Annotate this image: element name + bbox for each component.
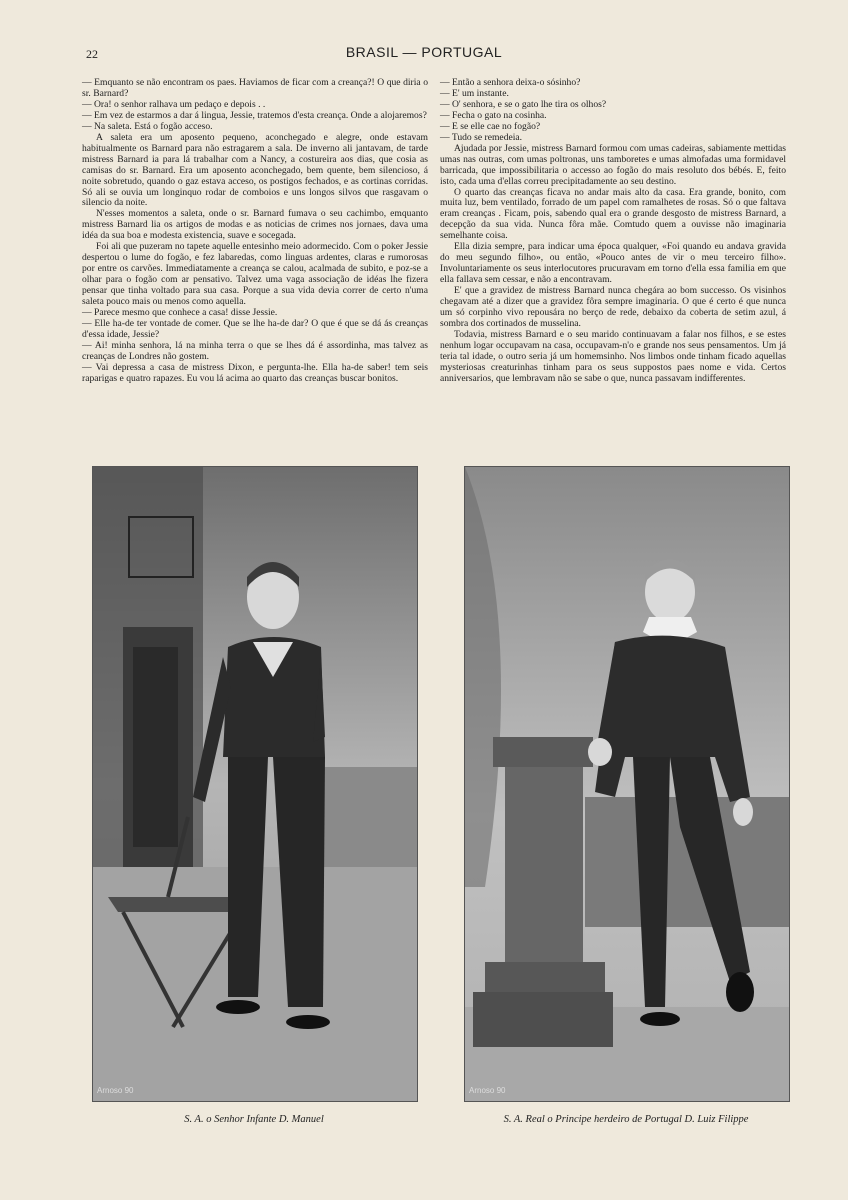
paragraph: N'esses momentos a saleta, onde o sr. Barnard fumava o seu cachimbo, emquanto mistress Barnard lia os artigos de modas e as noticias de crimes nos jornaes, dava uma idéa da sua boa e modesta existencia, suave e socegada. xyxy=(82,208,428,242)
photo-infante-manuel xyxy=(92,466,418,1102)
paragraph: — Emquanto se não encontram os paes. Haviamos de ficar com a creança?! O que diria o sr. Barnard? xyxy=(82,77,428,99)
paragraph: — Elle ha-de ter vontade de comer. Que se lhe ha-de dar? O que é que se dá ás creanças d'essa idade, Jessie? xyxy=(82,317,428,340)
photographer-signature: Arnoso 90 xyxy=(97,1086,134,1095)
paragraph: — Fecha o gato na cosinha. xyxy=(440,109,547,121)
paragraph: Todavia, mistress Barnard e o seu marido continuavam a falar nos filhos, e se estes nenhum logar occupavam na casa, occupavam-n'o e grande nos seus pensamentos. Um já teria tal idade, o outro seria já um homemsinho. Nos limbos onde tinham ficado aquellas mysteriosas creaturinhas tinham para os seus suppostos paes nome e vida. Certos anniversarios, que lembravam não se sabe o que, nunca passavam indifferentes. xyxy=(440,328,786,384)
paragraph: O quarto das creanças ficava no andar mais alto da casa. Era grande, bonito, com muita luz, bem ventilado, forrado de um papel com ramalhetes de rosas. Só o que faltava eram creanças . Ficam, pois, sabendo qual era o grande desgosto de mistress Barnard, a decepção da sua vida. Nunca fôra mãe. Comtudo quem a ouvisse não imaginaria semelhante coisa. xyxy=(440,186,786,242)
paragraph: — E' um instante. xyxy=(440,87,509,99)
paragraph: — Ai! minha senhora, lá na minha terra o que se lhes dá é assordinha, mas talvez as creanças de Londres não gostem. xyxy=(82,339,428,362)
boy-jacket-portrait-photo xyxy=(465,467,789,1101)
photographer-signature: Arnoso 90 xyxy=(469,1086,506,1095)
paragraph: — E se elle cae no fogão? xyxy=(440,120,541,132)
paragraph: Ella dizia sempre, para indicar uma época qualquer, «Foi quando eu andava gravida do meu segundo filho», ou então, «Pouco antes de vir o meu terceiro filho». Involuntariamente os seus interlocutores prucuravam em torno d'ella essa familia em que ella fallava sem cessar, e não a encontravam. xyxy=(440,241,786,286)
photo-caption-left: S. A. o Senhor Infante D. Manuel xyxy=(184,1114,324,1125)
photo-caption-right: S. A. Real o Principe herdeiro de Portugal D. Luiz Filippe xyxy=(503,1114,749,1125)
paragraph: — Na saleta. Está o fogão acceso. xyxy=(82,120,213,132)
paragraph: — Vai depressa a casa de mistress Dixon, e pergunta-lhe. Ella ha-de saber! tem seis raparigas e quatro rapazes. Eu vou lá acima ao quarto das creanças buscar bonitos. xyxy=(82,361,428,384)
text-column-right xyxy=(440,78,786,385)
boy-sailor-suit-photo xyxy=(93,467,417,1101)
photo-principe-luiz-filippe xyxy=(464,466,790,1102)
page-number: 22 xyxy=(86,47,98,61)
paragraph: — Parece mesmo que conhece a casa! disse Jessie. xyxy=(82,307,278,319)
paragraph: A saleta era um aposento pequeno, aconchegado e alegre, onde estavam habitualmente os Barnard para não estragarem a sala. De inverno ali jantavam, de tarde mistress Barnard ia para lá trabalhar com a Nancy, a costureira aos dias, que cosia as camisas do sr. Barnard. Era um aposento aconchegado, bem quente, bem silencioso, á noite sobretudo, quando o gaz estava acceso, os postigos fechados, e as cortinas corridas. Só ali se ouvia um longinquo rodar de comboios e uns longos silvos que rasgavam o silencio da noite. xyxy=(82,131,428,209)
paragraph: — Então a senhora deixa-o sósinho? xyxy=(440,77,581,88)
paragraph: — O' senhora, e se o gato lhe tira os olhos? xyxy=(440,98,607,110)
paragraph: — Tudo se remedeia. xyxy=(440,131,523,143)
paragraph: — Em vez de estarmos a dar á lingua, Jessie, tratemos d'esta creança. Onde a alojaremos? xyxy=(82,109,427,121)
text-column-left xyxy=(82,78,428,385)
paragraph: Foi ali que puzeram no tapete aquelle entesinho meio adormecido. Com o poker Jessie despertou o lume do fogão, e fez labaredas, como linguas ardentes, claras e rumorosas por entre os carvões. Immediatamente a creança se calou, acalmada de subito, e poz-se a olhar para o fogão com ar pensativo. Talvez uma vaga associação de idéas lhe fizera pensar que tinha voltado para sua casa. Porque a sua vida devia correr de certo n'uma saleta pouco mais ou menos como aquella. xyxy=(82,241,428,308)
running-head: BRASIL — PORTUGAL xyxy=(345,44,503,60)
paragraph: E' que a gravidez de mistress Barnard nunca chegára ao bom successo. Os visinhos chegavam até a dizer que a gravidez fôra sempre imaginaria. O que é certo é que nunca um só corpinho vivo repousára no berço de rede, debaixo da coberta de setim azul, á sombra dos cortinados de musselina. xyxy=(440,285,786,329)
paragraph: Ajudada por Jessie, mistress Barnard formou com umas cadeiras, sabiamente mettidas umas nas outras, com umas poltronas, uns tamboretes e umas almofadas uma formidavel barricada, que impossibilitaria o accesso ao fogão do mais resoluto dos bébés. E, feito isto, cada uma d'ellas correu precipitadamente ao seu destino. xyxy=(440,142,786,187)
paragraph: — Ora! o senhor ralhava um pedaço e depois . . xyxy=(82,98,266,110)
